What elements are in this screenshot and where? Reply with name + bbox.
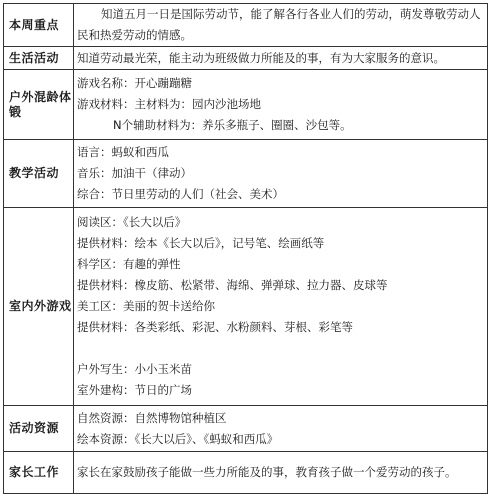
row-content-parents: [74, 452, 488, 494]
parents-text: 家长在家鼓励孩子能做一些力所能及的事，教育孩子做一个爱劳动的孩子。: [77, 465, 457, 479]
table-row-indoor: [4, 208, 488, 406]
table-row-focus: [4, 4, 488, 47]
life-text: 知道劳动最光荣，能主动为班级做力所能及的事，有为大家服务的意识。: [77, 50, 445, 65]
table-row-parents: [4, 452, 488, 494]
natural-resources: 自然资源：自然博物馆种植区: [77, 410, 227, 425]
row-header-parents: 家长工作: [4, 452, 74, 494]
row-content-teaching: [74, 140, 488, 208]
weekly-plan-table: [3, 3, 488, 494]
focus-text: 知道五月一日是国际劳动节，能了解各行各业人们的劳动，萌发尊敬劳动人民和热爱劳动的情感。: [77, 7, 481, 42]
science-area: 科学区：有趣的弹性: [77, 257, 181, 271]
picture-book-resources: 绘本资源：《长大以后》、《蚂蚁和西瓜》: [77, 431, 279, 446]
outdoor-construction: 室外建构：节日的广场: [77, 383, 192, 397]
table-row-life: [4, 47, 488, 70]
outdoor-sketching: 户外写生：小小玉米苗: [77, 362, 192, 376]
table-row-outdoor: [4, 70, 488, 140]
science-materials: 提供材料：橡皮筋、松紧带、海绵、弹弹球、拉力器、皮球等: [77, 278, 388, 292]
row-header-life: 生活活动: [4, 47, 74, 70]
art-area: 美工区：美丽的贺卡送给你: [77, 299, 215, 313]
blank-line: [77, 338, 484, 359]
outdoor-game-name: 游戏名称：开心蹦蹦糖: [77, 76, 192, 90]
row-content-life: [74, 47, 488, 70]
row-header-resources: 活动资源: [4, 406, 74, 452]
row-header-outdoor: 户外混龄体锻: [4, 70, 74, 140]
reading-materials: 提供材料：绘本《长大以后》，记号笔、绘画纸等: [77, 236, 325, 250]
table-row-teaching: [4, 140, 488, 208]
art-materials: 提供材料：各类彩纸、彩泥、水粉颜料、芽根、彩笔等: [77, 320, 353, 334]
teaching-music: 音乐：加油干（律动）: [77, 166, 192, 180]
teaching-comprehensive: 综合：节日里劳动的人们（社会、美术）: [77, 187, 284, 201]
row-content-outdoor: [74, 70, 488, 140]
row-header-indoor: 室内外游戏: [4, 208, 74, 406]
outdoor-aux-material: N个辅助材料为：养乐多瓶子、圈圈、沙包等。: [113, 118, 352, 132]
outdoor-main-material: 游戏材料：主材料为：园内沙池场地: [77, 97, 261, 111]
row-content-indoor: [74, 208, 488, 406]
table-row-resources: [4, 406, 488, 452]
teaching-language: 语言：蚂蚁和西瓜: [77, 145, 169, 159]
row-header-focus: 本周重点: [4, 4, 74, 47]
reading-area: 阅读区：《长大以后》: [77, 215, 187, 229]
row-content-resources: [74, 406, 488, 452]
row-content-focus: [74, 4, 488, 47]
row-header-teaching: 教学活动: [4, 140, 74, 208]
